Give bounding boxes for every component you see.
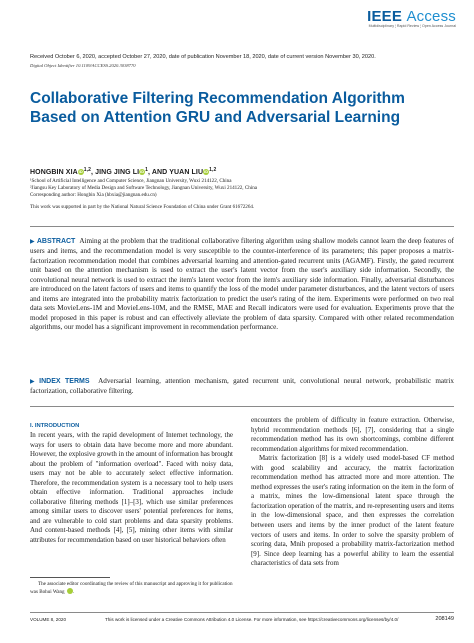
triangle-bullet-icon: ▶ <box>30 379 38 385</box>
abstract-text: Aiming at the problem that the traditional collaborative filtering algorithm using shallow models cannot learn the deep features of users and items, and the recommendation model is very susceptible to the counter-interference of its parameters; this paper proposes a matrix-factorization recommendation model that combines adversarial learning and attention-gated recurrent units (AGAMF). Firstly, the gated recurrent unit based on the attention mechanism is used to extract the user's latent vector from the user's auxiliary side information. Secondly, the convolutional neural network is used to extract the item's latent vector from the item's auxiliary side information. Finally, adversarial disturbances are introduced on the latent factors of users and items to quantify the loss of the model under parameter disturbances, and the latent vectors of users and items are integrated into the probability matrix factorization to predict the user's rating of the item. Experiments were performed on two real data sets MovieLens-1M and MovieLens-10M, and the RMSE, MAE and Recall indicators were used for evaluation. Experiments prove that the model proposed in this paper is robust and can effectively alleviate the problem of data sparsity. Compared with other related recommendation algorithms, our model has a significant improvement in recommendation performance. <box>30 237 454 332</box>
logo-access: Access <box>406 8 456 25</box>
orcid-icon[interactable]: iD <box>140 169 145 174</box>
page-number: 208149 <box>435 616 454 622</box>
volume-label: VOLUME 8, 2020 <box>30 617 67 622</box>
affiliation-line: ²Jiangsu Key Laboratory of Media Design and Software Technology, Jiangnan University, Wuxi 214122, China <box>30 184 258 191</box>
orcid-icon[interactable]: iD <box>78 169 83 174</box>
author-separator: , <box>91 169 96 176</box>
author-affil-sup: 1 <box>145 167 149 173</box>
logo-ieee: IEEE <box>367 8 403 25</box>
paragraph: In recent years, with the rapid development of Internet technology, the ways for users to obtain data have become more and more abundant. However, the explosive growth in the amount of information has brought about the problem of "information overload". Faced with noisy data, users may not be able to accurately select effective information. Therefore, the recommendation system is a necessary tool to help users obtain effective information. Traditional approaches include collaborative filtering methods [1]–[3], which use similar preferences among similar users to discover users' potential preferences for items, and are vulnerable to cold start problems and data sparsity problems. And content-based methods [4], [5], mining other items with similar attributes for recommendation based on user historical behaviors often <box>30 431 233 545</box>
affiliation-line: ¹School of Artificial Intelligence and Computer Science, Jiangnan University, Wuxi 214122, China <box>30 178 232 184</box>
author-name: YUAN LIU <box>169 169 204 176</box>
left-column <box>30 422 233 546</box>
abstract-label: ABSTRACT <box>36 238 76 245</box>
footnote-rule <box>30 577 110 578</box>
footer-divider <box>30 612 454 613</box>
affiliations <box>30 178 257 191</box>
index-terms <box>30 377 454 397</box>
divider <box>30 226 454 227</box>
author-affil-sup: 1,2 <box>209 167 217 173</box>
logo-tagline: Multidisciplinary ¦ Rapid Review ¦ Open Access Journal <box>368 24 456 28</box>
author-separator: , AND <box>148 169 170 176</box>
divider <box>30 406 454 407</box>
author-name: JING JING LI <box>95 169 140 176</box>
license-notice[interactable]: This work is licensed under a Creative Commons Attribution 4.0 License. For more information, see https://creativecommons.org/licenses/by/4.0/ <box>105 617 399 622</box>
publication-dates: Received October 6, 2020, accepted October 27, 2020, date of publication November 18, 2020, date of current version November 30, 2020. <box>30 54 376 60</box>
corresponding-author: Corresponding author: Hongbin Xia (hbxia@jiangnan.edu.cn) <box>30 192 157 198</box>
section-heading: I. INTRODUCTION <box>30 423 80 429</box>
index-terms-text: Adversarial learning, attention mechanism, gated recurrent unit, convolutional neural network, probabilistic matrix factorization, collaborative filtering. <box>30 377 454 396</box>
doi-line: Digital Object Identifier 10.1109/ACCESS.2020.3038770 <box>30 63 136 68</box>
abstract <box>30 237 454 333</box>
footnote: The associate editor coordinating the review of this manuscript and approving it for publication was Bohui Wang iD. <box>30 581 233 596</box>
author-list <box>30 167 216 176</box>
triangle-bullet-icon: ▶ <box>30 239 35 245</box>
author-affil-sup: 1,2 <box>83 167 92 173</box>
paragraph: Matrix factorization [8] is a widely used model-based CF method with good scalability and accuracy, the matrix factorization recommendation method has attracted more and more attention. The method expresses the user's rating information on the item in the form of a matrix, mines the low-dimensional latent space through the factorization operation of the matrix, and re-representing users and items in the low-dimensional space, and then expresses the correlation between users and items by the inner product of the latent feature vectors of users and items. In order to solve the sparsity problem of scoring data, Mnih proposed a probability matrix-factorization method [9]. Since deep learning has a powerful ability to learn the essential characteristics of data sets from <box>251 454 454 568</box>
right-column <box>251 416 454 569</box>
author-name: HONGBIN XIA <box>30 169 78 176</box>
orcid-icon[interactable]: iD <box>67 588 73 594</box>
paper-title: Collaborative Filtering Recommendation Algorithm Based on Attention GRU and Adversarial Learning <box>30 90 405 126</box>
paragraph: encounters the problem of difficulty in feature extraction. Otherwise, hybrid recommendation methods [6], [7], considering that a single recommendation method has its own shortcomings, combine different recommendation algorithms for mixed recommendation. <box>251 416 454 453</box>
funding-note: This work was supported in part by the National Natural Science Foundation of China under Grant 61672264. <box>30 204 255 210</box>
orcid-icon[interactable]: iD <box>204 169 209 174</box>
journal-logo <box>367 8 456 28</box>
footnote-text: The associate editor coordinating the review of this manuscript and approving it for publication was Bohui Wang <box>30 581 233 596</box>
index-terms-label: INDEX TERMS <box>39 378 90 385</box>
